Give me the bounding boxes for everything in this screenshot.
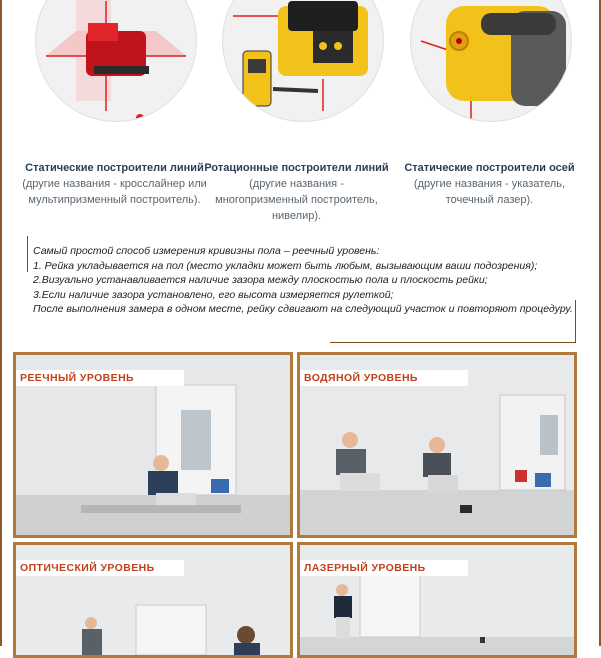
panel-label: РЕЕЧНЫЙ УРОВЕНЬ [16, 370, 184, 386]
note-line: 1. Рейка укладывается на пол (место укладки может быть любым, вызывающим ваши подозрения); [33, 259, 538, 272]
tool-title: Ротационные построители линий [204, 162, 389, 174]
cross-line-laser-icon [36, 0, 196, 121]
panel-label: ВОДЯНОЙ УРОВЕНЬ [300, 370, 468, 386]
panel-optical-level [13, 542, 293, 658]
note-line: После выполнения замера в одном месте, рейку сдвигают на следующий участок и повторяют процедуру. [33, 303, 573, 315]
panel-label: ЛАЗЕРНЫЙ УРОВЕНЬ [300, 560, 468, 576]
tool-description: (другие названия - кросслайнер или мультипризменный построитель). [22, 178, 207, 206]
tool-description: (другие названия - указатель, точечный лазер). [413, 178, 566, 206]
tool-title: Статические построители осей [404, 162, 575, 174]
frame-left-border [0, 0, 2, 646]
rotary-laser-icon [223, 0, 383, 121]
point-laser-icon [411, 0, 571, 121]
panel-label: ОПТИЧЕСКИЙ УРОВЕНЬ [16, 560, 184, 576]
note-line: 3.Если наличие зазора установлено, его высота измеряется рулеткой; [33, 288, 394, 301]
measurement-note [33, 244, 578, 317]
point-laser-image [410, 0, 572, 122]
tool-caption-axis [397, 160, 582, 208]
rotary-laser-image [222, 0, 384, 122]
tool-title: Статические построители линий [25, 162, 204, 174]
panel-laser-level [297, 542, 577, 658]
note-line: Самый простой способ измерения кривизны пола – реечный уровень: [33, 245, 380, 257]
note-bracket-left [27, 236, 28, 272]
note-line: 2.Визуально устанавливается наличие зазора между плоскостью пола и плоскость рейки; [33, 274, 488, 286]
cross-line-laser-image [35, 0, 197, 122]
note-bracket-bottom [330, 342, 576, 343]
tool-caption-static-line [22, 160, 207, 208]
tool-caption-rotary [204, 160, 389, 224]
panel-rail-level [13, 352, 293, 538]
panel-water-level [297, 352, 577, 538]
tool-description: (другие названия - многопризменный построитель, нивелир). [215, 178, 378, 222]
